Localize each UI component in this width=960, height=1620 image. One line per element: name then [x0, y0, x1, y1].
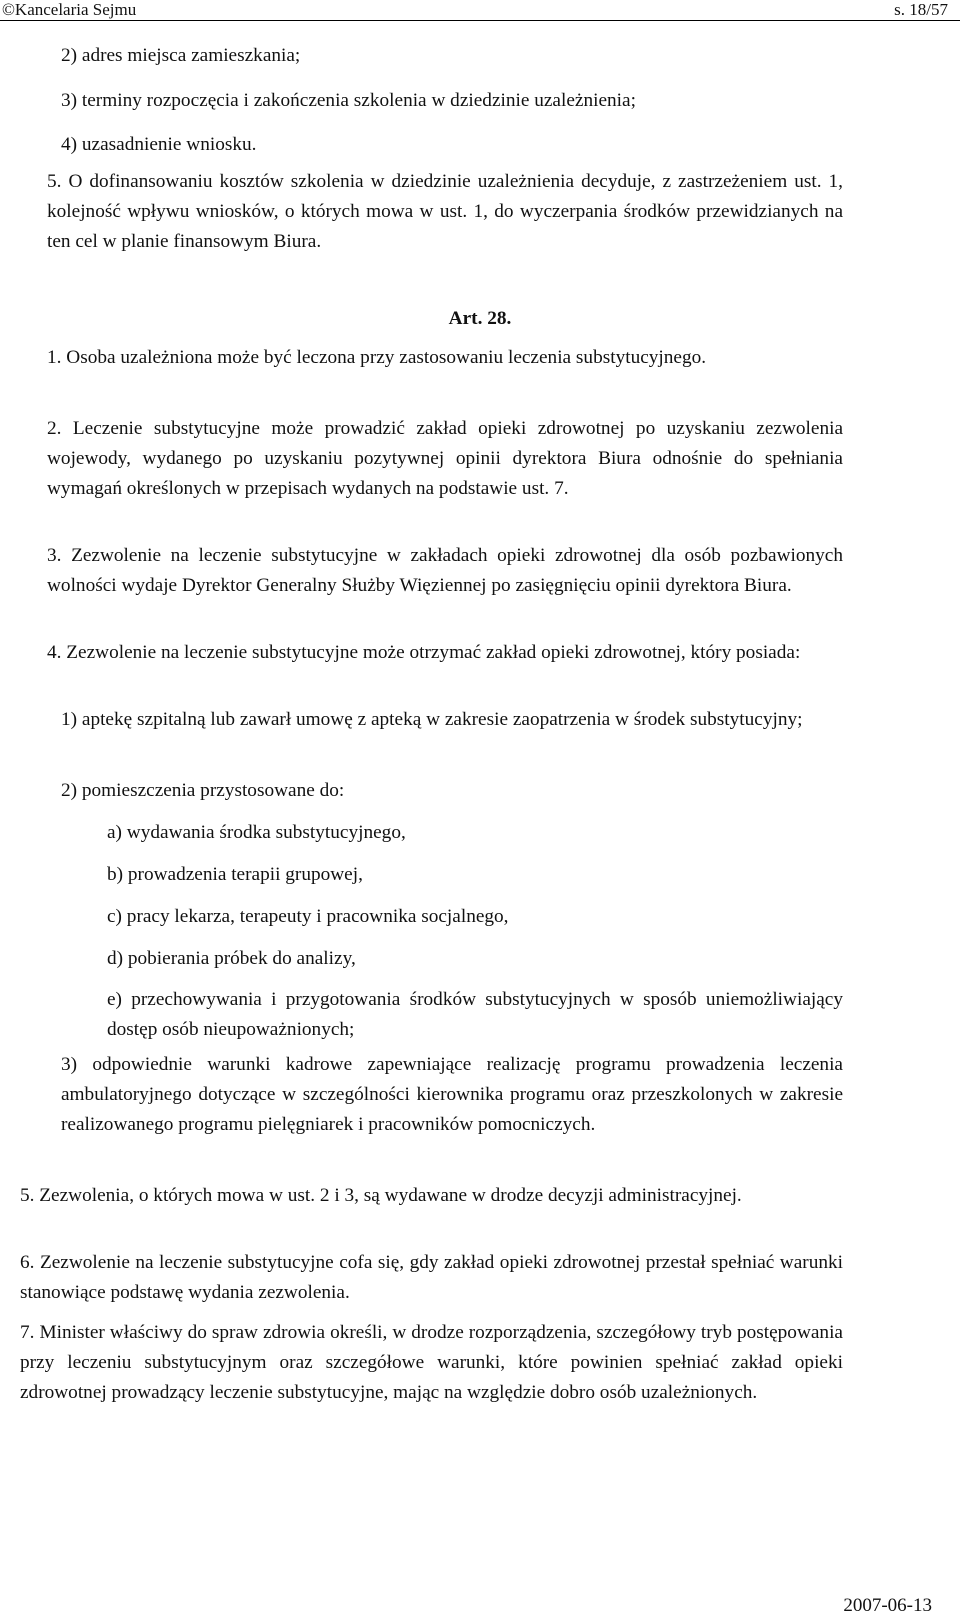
art-paragraph-6: 6. Zezwolenie na leczenie substytucyjne cofa się, gdy zakład opieki zdrowotnej przestał spełniać warunki stanowiące podstawę wydania zezwolenia. [20, 1252, 843, 1303]
header-copyright: ©Kancelaria Sejmu [2, 0, 137, 19]
list-item: 3) terminy rozpoczęcia i zakończenia szkolenia w dziedzinie uzależnienia; [61, 90, 636, 111]
art-paragraph-4: 4. Zezwolenie na leczenie substytucyjne może otrzymać zakład opieki zdrowotnej, który posiada: [47, 642, 801, 663]
footer-date: 2007-06-13 [843, 1595, 932, 1616]
sub-item-d: d) pobierania próbek do analizy, [107, 948, 356, 969]
list-item: 2) adres miejsca zamieszkania; [61, 45, 301, 66]
art-paragraph-2: 2. Leczenie substytucyjne może prowadzić zakład opieki zdrowotnej po uzyskaniu zezwolenia wojewody, wydanego po uzyskaniu pozytywnej opinii dyrektora Biura odnośnie do spełniania wymagań określonych w przepisach wydanych na podstawie ust. 7. [47, 418, 843, 499]
header-page-number: s. 18/57 [894, 0, 948, 19]
art-paragraph-1: 1. Osoba uzależniona może być leczona przy zastosowaniu leczenia substytucyjnego. [47, 347, 707, 368]
list-item-2: 2) pomieszczenia przystosowane do: [61, 780, 345, 801]
list-item-1: 1) aptekę szpitalną lub zawarł umowę z apteką w zakresie zaopatrzenia w środek substytucyjny; [61, 709, 803, 730]
art-paragraph-7: 7. Minister właściwy do spraw zdrowia określi, w drodze rozporządzenia, szczegółowy tryb postępowania przy leczeniu substytucyjnym oraz szczegółowe warunki, które powinien spełniać zakład opieki zdrowotnej prowadzący leczenie substytucyjne, mając na względzie dobro osób uzależnionych. [20, 1322, 843, 1403]
paragraph-5: 5. O dofinansowaniu kosztów szkolenia w dziedzinie uzależnienia decyduje, z zastrzeżeniem ust. 1, kolejność wpływu wniosków, o których mowa w ust. 1, do wyczerpania środków przewidzianych na ten cel w planie finansowym Biura. [47, 171, 843, 252]
list-item: 4) uzasadnienie wniosku. [61, 134, 257, 155]
sub-item-a: a) wydawania środka substytucyjnego, [107, 822, 406, 843]
sub-item-b: b) prowadzenia terapii grupowej, [107, 864, 363, 885]
list-item-3: 3) odpowiednie warunki kadrowe zapewniające realizację programu prowadzenia leczenia ambulatoryjnego dotyczące w szczególności kierownika programu oraz przeszkolonych w zakresie realizowanego programu pielęgniarek i pracowników pomocniczych. [61, 1054, 843, 1135]
sub-item-c: c) pracy lekarza, terapeuty i pracownika socjalnego, [107, 906, 509, 927]
article-title: Art. 28. [448, 308, 512, 329]
art-paragraph-3: 3. Zezwolenie na leczenie substytucyjne w zakładach opieki zdrowotnej dla osób pozbawionych wolności wydaje Dyrektor Generalny Służby Więziennej po zasięgnięciu opinii dyrektora Biura. [47, 545, 843, 596]
art-paragraph-5: 5. Zezwolenia, o których mowa w ust. 2 i 3, są wydawane w drodze decyzji administracyjnej. [20, 1185, 742, 1206]
sub-item-e: e) przechowywania i przygotowania środków substytucyjnych w sposób uniemożliwiający dostęp osób nieupoważnionych; [107, 989, 843, 1040]
